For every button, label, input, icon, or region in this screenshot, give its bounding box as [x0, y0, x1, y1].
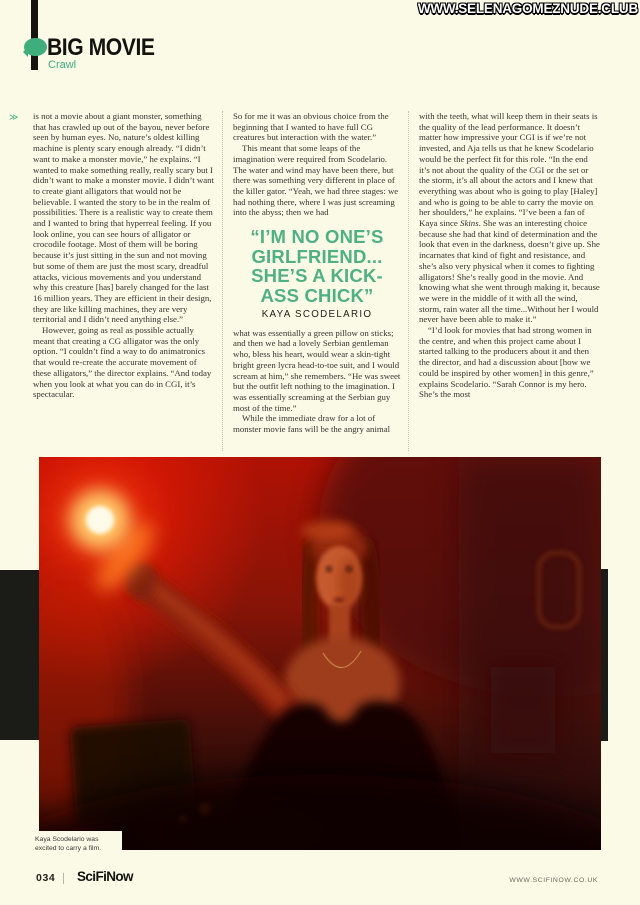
- pull-quote: [233, 227, 401, 321]
- article-paragraph: This meant that some leaps of the imagination were required from Scodelario. The water and wind may have been there, but there was something very different in place of the killer gator. “Yeah, we had three stages: we had nothing there, where I was just screaming into the abyss; then we had: [233, 143, 399, 218]
- black-side-tab-right: [601, 569, 608, 741]
- header-vertical-bar: [31, 0, 38, 70]
- photo-caption-line: excited to carry a film.: [35, 845, 102, 853]
- article-body: [33, 111, 607, 451]
- article-column-3: [408, 111, 600, 451]
- article-paragraph: However, going as real as possible actually meant that creating a CG alligator was the only option. “I couldn’t find a way to do animatronics that would re-create the accurate movement of these alligators,” the director explains. “And today when you look at what you can do in CGI, it’s spectacular.: [33, 325, 212, 400]
- footer-divider: [63, 873, 64, 884]
- scifinow-logo: SciFiNow: [77, 869, 133, 884]
- pull-quote-line: SHE’S A KICK-: [251, 265, 383, 287]
- article-paragraph: what was essentially a green pillow on sticks; and then we had a lovely Serbian gentleman who, bless his heart, would wear a skin-tight bright green lycra head-to-toe suit, and I would scream at him,” she remembers. “He was sweet but the outfit left nothing to the imagination. I was essentially screaming at the Serbian guy most of the time.”: [233, 327, 401, 413]
- pull-quote-attribution: KAYA SCODELARIO: [261, 309, 373, 321]
- page-number: 034: [36, 872, 56, 884]
- article-paragraph: “I’d look for movies that had strong women in the centre, and when this project came about I started talking to the producers about it and then the director, and had a discussion about [how we could be inspired by other women] in this genre,” explains Scodelario. “Sarah Connor is my hero. She’s the most: [419, 325, 594, 400]
- photo-caption: [31, 831, 122, 857]
- article-paragraph: [419, 111, 600, 325]
- pull-quote-line: “I’M NO ONE’S: [250, 226, 384, 248]
- paragraph-text: with the teeth, what will keep them in their seats is the quality of the lead performance. It doesn’t matter how impressive your CGI is if we’re not invested, and Aja tells us that he knew Scodelario would be the perfect fit for this role. “In the end it’s not about the quality of the CGI or the set or the storm, it’s all about the actors and I knew that everything was about who is going to play [Haley] and who is going to be able to carry the movie on her shoulders,” he explains. “I’ve been a fan of Kaya since: [419, 111, 598, 229]
- black-side-tab-left: [0, 570, 39, 740]
- paragraph-text: . She was an interesting choice because she had that kind of determination and the look that even in the darkness, doesn’t give up. She incarnates that kind of fight and resistance, and she’s also very physical when it comes to fighting alligators! She’s really good in the movie. And knowing what she went through making it, because we were in the middle of it with all the wind, storm, rain water all the time...Without her I would never have been able to make it.”: [419, 218, 600, 325]
- italic-show-title: Skins: [460, 218, 479, 229]
- footer-website: WWW.SCIFINOW.CO.UK: [509, 877, 598, 884]
- speech-bubble-icon: [24, 38, 47, 56]
- article-column-2: [222, 111, 401, 451]
- pull-quote-line: GIRLFRIEND...: [251, 245, 383, 267]
- article-paragraph: While the immediate draw for a lot of monster movie fans will be the angry animal: [233, 413, 391, 435]
- photo-kaya-scodelario-flare: [39, 457, 601, 850]
- photo-illustration: [39, 457, 601, 850]
- article-paragraph: So for me it was an obvious choice from the beginning that I wanted to have full CG creatures but interaction with the water.”: [233, 111, 389, 143]
- article-paragraph: is not a movie about a giant monster, something that has crawled up out of the bayou, never before seen by human eyes. No, nature’s oldest killing machine is plenty scary enough already. “I didn’t want to make a monster movie,” he explains. “I wanted to make something really, really scary but I didn’t want to make a monster movie. I didn’t want to create giant alligators that would not be believable. I wanted the story to be in the realm of possibilities. There is a realistic way to create them and I wanted to bring that hyperreal feeling. If you look online, you can see hours of alligator or crocodile footage. Most of them will be boring because it’s just sitting in the sun and not moving but some of them are just the most scary, dreadful attacks, vicious movements and you understand why this creature [has] barely changed for the last 16 million years. They are efficient in their design, they are like killing machines, they are very territorial and I didn’t need anything else.”: [33, 111, 214, 325]
- continuation-arrow-icon: ≫: [9, 112, 18, 122]
- watermark-text: WWW.SELENAGOMEZNUDE.CLUB: [417, 1, 638, 16]
- photo-caption-line: Kaya Scodelario was: [35, 836, 99, 843]
- section-title: BIG MOVIE: [47, 34, 155, 61]
- article-column-1: [33, 111, 215, 451]
- article-subtitle: Crawl: [48, 59, 77, 71]
- pull-quote-line: ASS CHICK”: [260, 284, 374, 306]
